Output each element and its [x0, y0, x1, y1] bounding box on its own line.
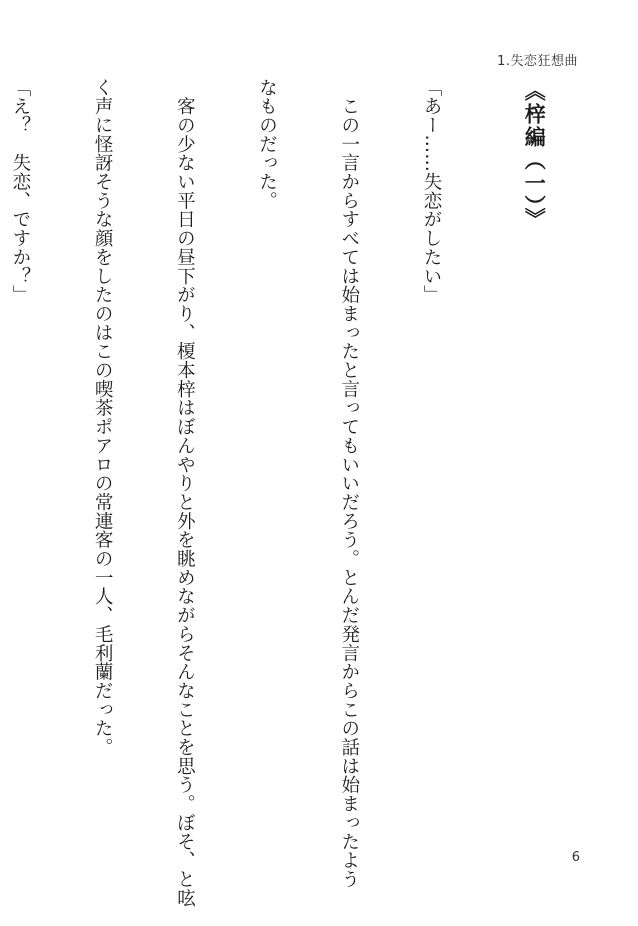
text-line: なものだった。: [256, 78, 278, 210]
vertical-text-body: [9, 78, 602, 908]
text-line: 「あー……失恋がしたい」: [420, 78, 442, 305]
chapter-title: 《梓編（一）》: [522, 80, 547, 231]
text-line: く声に怪訝そうな顔をしたのはこの喫茶ポアロの常連客の一人、毛利蘭だった。: [92, 78, 114, 757]
text-line: この一言からすべては始まったと言ってもいいだろう。とんだ発言からこの話は始まったよう: [338, 78, 360, 889]
text-line: 「え？ 失恋、ですか？」: [9, 78, 31, 305]
text-line: 客の少ない平日の昼下がり、榎本梓はぼんやりと外を眺めながらそんなことを思う。ぼそ、と呟: [174, 78, 196, 908]
running-head: 1.失恋狂想曲: [497, 54, 578, 69]
page-number: 6: [571, 850, 580, 865]
